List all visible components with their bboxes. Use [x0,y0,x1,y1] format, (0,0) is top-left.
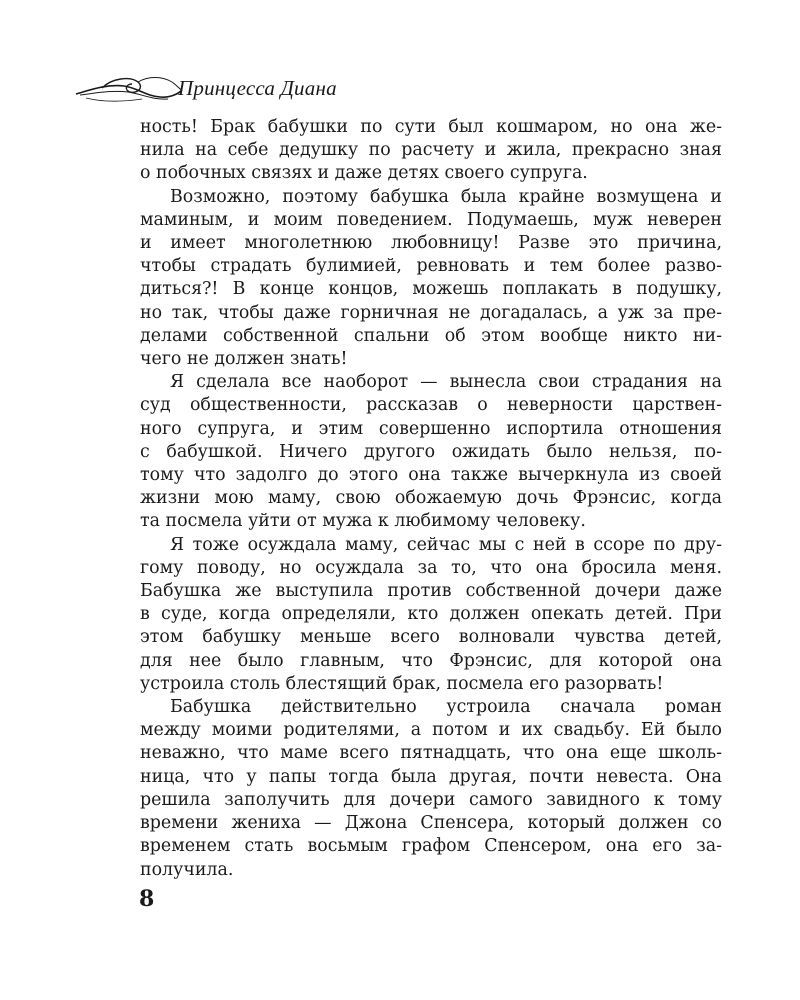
text-line: Я тоже осуждала маму, сейчас мы с ней в ссоре по дру- [170,534,722,555]
text-line: нила на себе дедушку по расчету и жила, прекрасно зная [140,140,722,161]
text-line: Бабушка действительно устроила сначала роман [170,697,722,718]
flourish-ornament-icon [72,68,184,108]
text-line: чтобы страдать булимией, ревновать и тем более разво- [140,256,722,277]
text-line: времени жениха — Джона Спенсера, который должен со [140,813,722,834]
text-line: этом бабушку меньше всего волновали чувства детей, [140,627,722,648]
text-line: с бабушкой. Ничего другого ожидать было нельзя, по- [140,441,722,462]
running-header [72,68,452,112]
text-line: получила. [140,859,234,880]
text-line: ность! Брак бабушки по сути был кошмаром, но она же- [140,117,722,137]
text-line: суд общественности, рассказав о неверности царствен- [140,395,722,416]
text-line: ница, что у папы тогда была другая, почти невеста. Она [140,766,722,787]
text-line: решила заполучить для дочери самого завидного к тому [140,789,722,810]
text-line: чего не должен знать! [140,349,348,370]
text-line: для нее было главным, что Фрэнсис, для которой она [140,650,722,671]
text-line: временем стать восьмым графом Спенсером, она его за- [140,836,722,857]
text-line: жизни мою маму, свою обожаемую дочь Фрэнсис, когда [140,488,722,509]
text-line: между моими родителями, а потом и их свадьбу. Ей было [140,720,722,741]
text-line: гому поводу, но осуждала за то, что она бросила меня. [140,557,722,578]
text-line: диться?! В конце концов, можешь поплакать в подушку, [140,279,722,300]
text-line: неважно, что маме всего пятнадцать, что она еще школь- [140,743,722,764]
text-line: и имеет многолетнюю любовницу! Разве это причина, [140,233,722,254]
text-line: делами собственной спальни об этом вообще никто ни- [140,325,722,346]
text-line: тому что задолго до этого она также вычеркнула из своей [140,465,722,486]
text-line: о побочных связях и даже детях своего супруга. [140,163,588,184]
text-line: Я сделала все наоборот — вынесла свои страдания на [170,372,722,393]
text-line: ного супруга, и этим совершенно испортила отношения [140,418,722,439]
text-line: но так, чтобы даже горничная не догадалась, а уж за пре- [140,302,722,323]
text-line: устроила столь блестящий брак, посмела его разорвать! [140,673,664,694]
text-line: маминым, и моим поведением. Подумаешь, муж неверен [140,209,722,230]
text-line: та посмела уйти от мужа к любимому человеку. [140,511,586,532]
text-line: Возможно, поэтому бабушка была крайне возмущена и [170,186,722,207]
text-line: Бабушка же выступила против собственной дочери даже [140,581,722,602]
body-text [140,116,722,882]
text-line: в суде, когда определяли, кто должен опекать детей. При [140,604,722,625]
page-number: 8 [139,886,155,912]
running-title: Принцесса Диана [178,76,337,100]
